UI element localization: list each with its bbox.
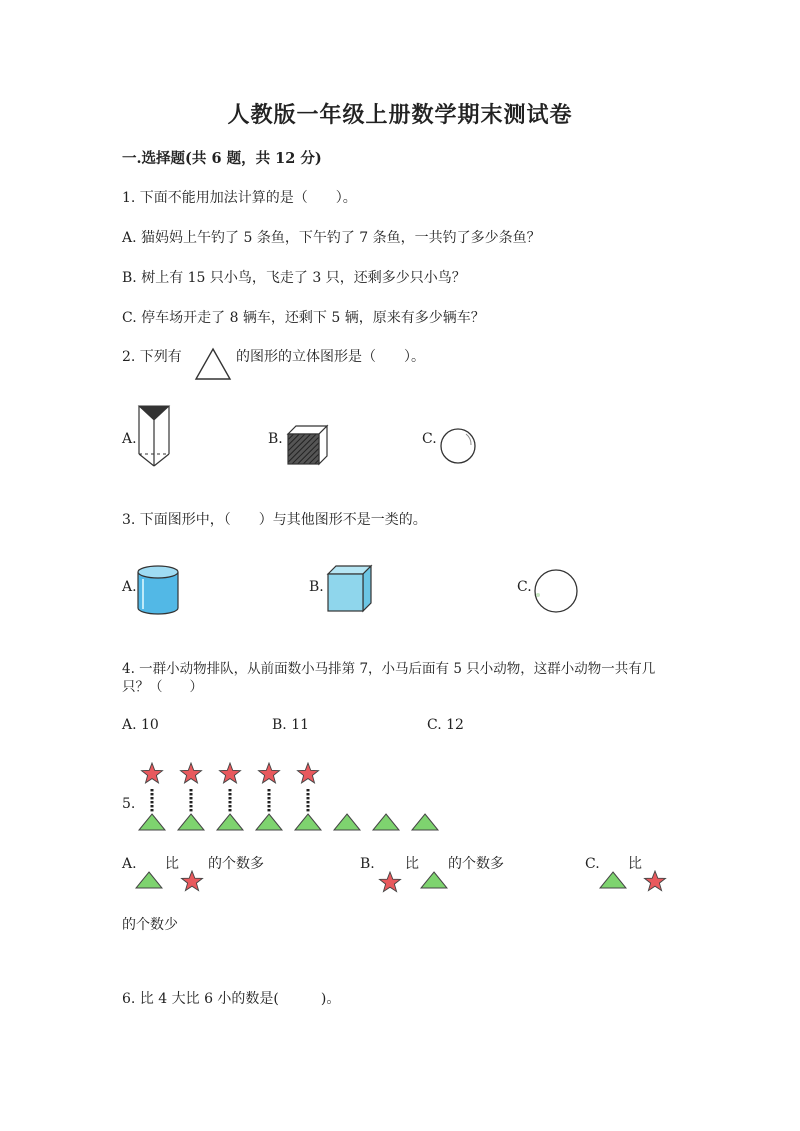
dotted-link (268, 797, 271, 799)
triangle-icon (412, 814, 438, 830)
q4-stem-line2: 只？（ ） (122, 679, 203, 695)
dotted-link (307, 809, 310, 811)
dotted-link (268, 801, 271, 803)
triangle-icon (139, 814, 165, 830)
q4-option-b[interactable]: B. 11 (272, 717, 310, 733)
dotted-link (190, 801, 193, 803)
star-icon (259, 763, 280, 783)
q5-option-c-tail: 的个数少 (122, 917, 178, 933)
triangle-icon (599, 871, 627, 889)
sphere-figure[interactable] (438, 427, 478, 465)
dotted-link (190, 809, 193, 811)
q5-option-a-tail: 的个数多 (208, 856, 264, 872)
dotted-link (268, 789, 271, 791)
dotted-link (229, 805, 232, 807)
dotted-link (190, 793, 193, 795)
star-icon (378, 871, 402, 893)
star-icon (220, 763, 241, 783)
star-icon (180, 870, 204, 892)
q3-option-a-label[interactable]: A. (122, 579, 137, 595)
triangle-icon (178, 814, 204, 830)
q1-option-c[interactable]: C. 停车场开走了 8 辆车，还剩下 5 辆，原来有多少辆车？ (122, 310, 485, 326)
q3-option-b-label[interactable]: B. (309, 579, 324, 595)
triangle-icon (420, 871, 448, 889)
triangle-icon (135, 871, 163, 889)
dotted-link (307, 797, 310, 799)
q5-option-c-bi: 比 (628, 856, 642, 872)
dotted-link (229, 793, 232, 795)
q1-option-a[interactable]: A. 猫妈妈上午钓了 5 条鱼，下午钓了 7 条鱼，一共钓了多少条鱼？ (122, 230, 541, 246)
triangle-icon (256, 814, 282, 830)
q4-stem-line1: 4. 一群小动物排队，从前面数小马排第 7，小马后面有 5 只小动物，这群小动物一共有几 (122, 661, 656, 677)
dotted-link (307, 801, 310, 803)
q4-option-a[interactable]: A. 10 (122, 717, 159, 733)
q5-number: 5. (122, 796, 136, 812)
q5-star-triangle-diagram (136, 762, 446, 834)
q2-option-c-label[interactable]: C. (422, 431, 437, 447)
dotted-link (190, 805, 193, 807)
q2-option-b-label[interactable]: B. (268, 431, 283, 447)
star-icon (643, 870, 667, 892)
triangle-icon (373, 814, 399, 830)
dotted-link (229, 801, 232, 803)
triangular-prism-figure[interactable] (135, 402, 175, 470)
cube-hatched-figure[interactable] (286, 424, 330, 466)
dotted-link (190, 789, 193, 791)
q6-stem: 6. 比 4 大比 6 小的数是( )。 (122, 991, 341, 1007)
q5-option-b-tail: 的个数多 (448, 856, 504, 872)
dotted-link (151, 789, 154, 791)
q5-option-a-label[interactable]: A. (122, 856, 137, 872)
dotted-link (268, 793, 271, 795)
q5-option-a-bi: 比 (165, 856, 179, 872)
dotted-link (151, 809, 154, 811)
triangle-outline-icon (193, 346, 233, 382)
dotted-link (229, 809, 232, 811)
q5-option-b-label[interactable]: B. (360, 856, 375, 872)
dotted-link (229, 797, 232, 799)
q5-option-c-label[interactable]: C. (585, 856, 600, 872)
q4-option-c[interactable]: C. 12 (427, 717, 464, 733)
triangle-icon (217, 814, 243, 830)
triangle-icon (295, 814, 321, 830)
dotted-link (229, 789, 232, 791)
dotted-link (268, 809, 271, 811)
star-icon (298, 763, 319, 783)
q2-stem-part1: 2. 下列有 (122, 349, 182, 365)
dotted-link (151, 805, 154, 807)
q3-option-c-label[interactable]: C. (517, 579, 532, 595)
dotted-link (151, 793, 154, 795)
star-icon (142, 763, 163, 783)
q2-stem-part2: 的图形的立体图形是（ ）。 (236, 349, 425, 365)
dotted-link (307, 805, 310, 807)
cylinder-figure[interactable] (134, 563, 182, 617)
dotted-link (307, 789, 310, 791)
dotted-link (307, 793, 310, 795)
dotted-link (190, 797, 193, 799)
q3-stem: 3. 下面图形中，（ ）与其他图形不是一类的。 (122, 512, 427, 528)
q1-stem: 1. 下面不能用加法计算的是（ ）。 (122, 190, 357, 206)
page-title: 人教版一年级上册数学期末测试卷 (227, 102, 573, 128)
dotted-link (151, 797, 154, 799)
triangle-icon (334, 814, 360, 830)
section-heading: 一.选择题(共 6 题，共 12 分) (122, 150, 322, 167)
dotted-link (151, 801, 154, 803)
cube-blue-figure[interactable] (323, 564, 375, 614)
q1-option-b[interactable]: B. 树上有 15 只小鸟，飞走了 3 只，还剩多少只小鸟？ (122, 270, 466, 286)
dotted-link (268, 805, 271, 807)
star-icon (181, 763, 202, 783)
q5-option-b-bi: 比 (405, 856, 419, 872)
q2-option-a-label[interactable]: A. (122, 431, 137, 447)
circle-figure[interactable] (532, 568, 580, 614)
